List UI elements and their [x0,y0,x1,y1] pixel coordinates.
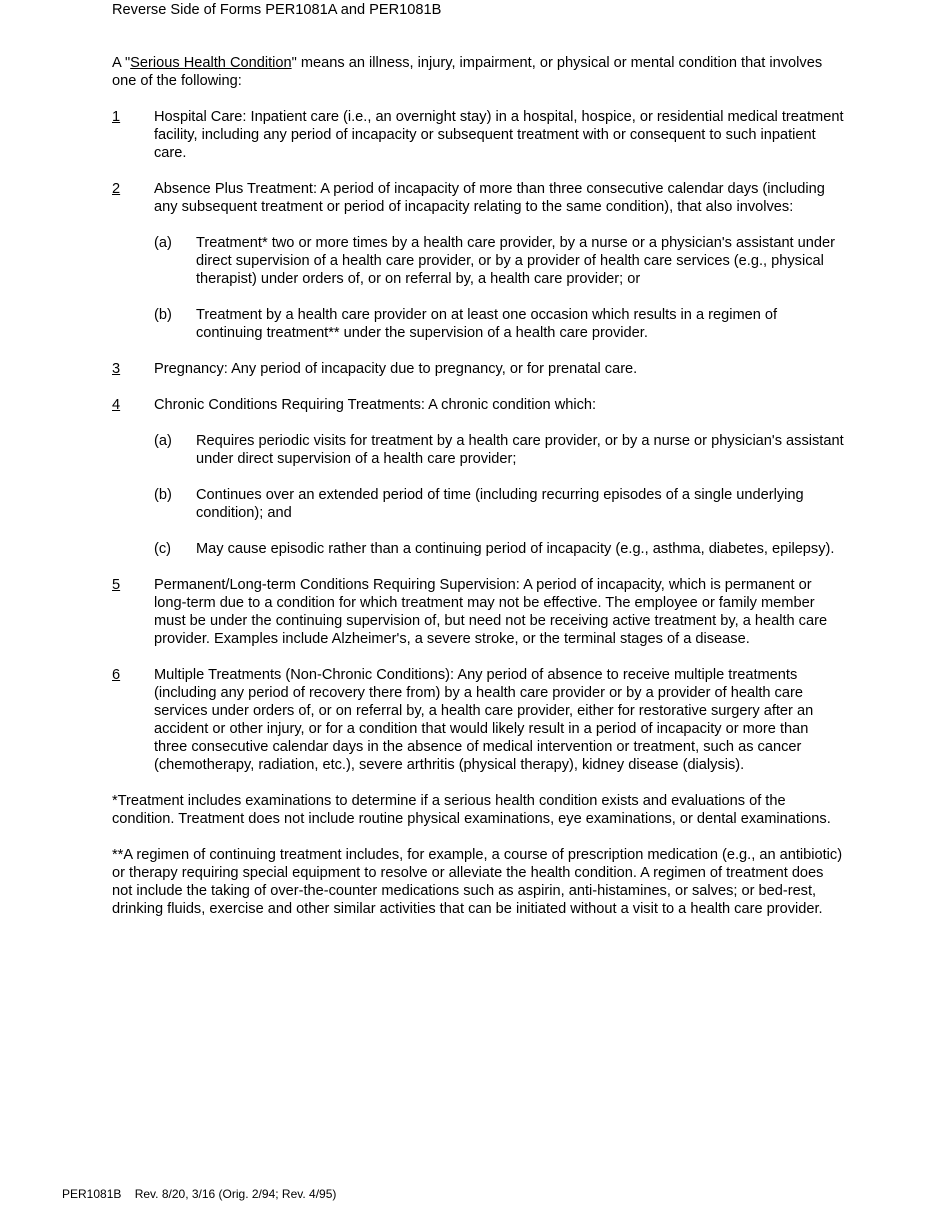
sub-item-text: Treatment* two or more times by a health care provider, by a nurse or a physician's assistant under direct supervision of a health care provider, or by a provider of health care services (e.g., physical therapist) under orders of, or on referral by, a health care provider; or [196,235,835,287]
treatment-footnote: *Treatment includes examinations to determine if a serious health condition exists and evaluations of the condition. Treatment does not include routine physical examinations, eye examinations, or dental examinations. [112,793,831,827]
sub-item-text: Continues over an extended period of time (including recurring episodes of a single underlying condition); and [196,487,804,521]
condition-item-2 [112,180,844,342]
condition-item-3 [112,360,844,378]
condition-item-5 [112,576,844,648]
sub-item-text: Treatment by a health care provider on at least one occasion which results in a regimen of continuing treatment** under the supervision of a health care provider. [196,307,778,341]
sub-item-label: (a) [154,433,172,449]
sub-item-a [154,432,844,468]
page-title: Reverse Side of Forms PER1081A and PER1081B [112,2,442,18]
item-text: Chronic Conditions Requiring Treatments: A chronic condition which: [154,397,597,413]
sub-item-label: (a) [154,235,172,251]
item-number: 6 [112,667,121,683]
item-text: Pregnancy: Any period of incapacity due to pregnancy, or for prenatal care. [154,361,638,377]
item-number: 5 [112,577,121,593]
item-text: Absence Plus Treatment: A period of incapacity of more than three consecutive calendar days (including any subsequent treatment or period of incapacity relating to the same condition), that also involves: [154,181,825,215]
sub-item-label: (b) [154,307,172,323]
item-text: Multiple Treatments (Non-Chronic Conditions): Any period of absence to receive multiple treatments (including any period of recovery there from) by a health care provider or by a provider of health care services under orders of, or on referral by, a health care provider, either for restorative surgery after an accident or other injury, or for a condition that would likely result in a period of incapacity or more than three consecutive calendar days in the absence of medical intervention or treatment, such as cancer (chemotherapy, radiation, etc.), severe arthritis (physical therapy), kidney disease (dialysis). [154,667,814,773]
item-number: 3 [112,361,121,377]
document-body [112,54,844,936]
condition-item-6 [112,666,844,774]
item-text: Permanent/Long-term Conditions Requiring Supervision: A period of incapacity, which is permanent or long-term due to a condition for which treatment may not be effective. The employee or family member must be under the continuing supervision of, but need not be receiving active treatment by, a health care provider. Examples include Alzheimer's, a severe stroke, or the terminal stages of a disease. [154,577,828,647]
definition-prefix: A " [112,55,131,71]
defined-term: Serious Health Condition [130,55,292,71]
sub-item-a [154,234,844,288]
condition-item-1 [112,108,844,162]
form-id: PER1081B [62,1187,122,1201]
sub-item-label: (c) [154,541,172,557]
regimen-footnote: **A regimen of continuing treatment includes, for example, a course of prescription medication (e.g., an antibiotic) or therapy requiring special equipment to resolve or alleviate the health condition. A regimen of treatment does not include the taking of over-the-counter medications such as aspirin, anti-histamines, or salves; or bed-rest, drinking fluids, exercise and other similar activities that can be initiated without a visit to a health care provider. [112,847,843,917]
item-number: 2 [112,181,121,197]
definition-suffix: " means an illness, injury, impairment, or physical or mental condition that involves one of the following: [112,55,823,89]
item-text: Hospital Care: Inpatient care (i.e., an overnight stay) in a hospital, hospice, or residential medical treatment facility, including any period of incapacity or subsequent treatment with or consequent to such inpatient care. [154,109,844,161]
sub-item-text: Requires periodic visits for treatment by a health care provider, or by a nurse or physician's assistant under direct supervision of a health care provider; [196,433,844,467]
form-revision: Rev. 8/20, 3/16 (Orig. 2/94; Rev. 4/95) [134,1187,337,1201]
sub-item-b [154,486,844,522]
sub-item-label: (b) [154,487,172,503]
condition-item-4 [112,396,844,558]
sub-item-text: May cause episodic rather than a continuing period of incapacity (e.g., asthma, diabetes, epilepsy). [196,541,835,557]
sub-item-b [154,306,844,342]
definition-paragraph [112,54,844,90]
item-number: 4 [112,397,121,413]
item-number: 1 [112,109,121,125]
form-footer [62,1185,336,1203]
sub-item-c [154,540,844,558]
